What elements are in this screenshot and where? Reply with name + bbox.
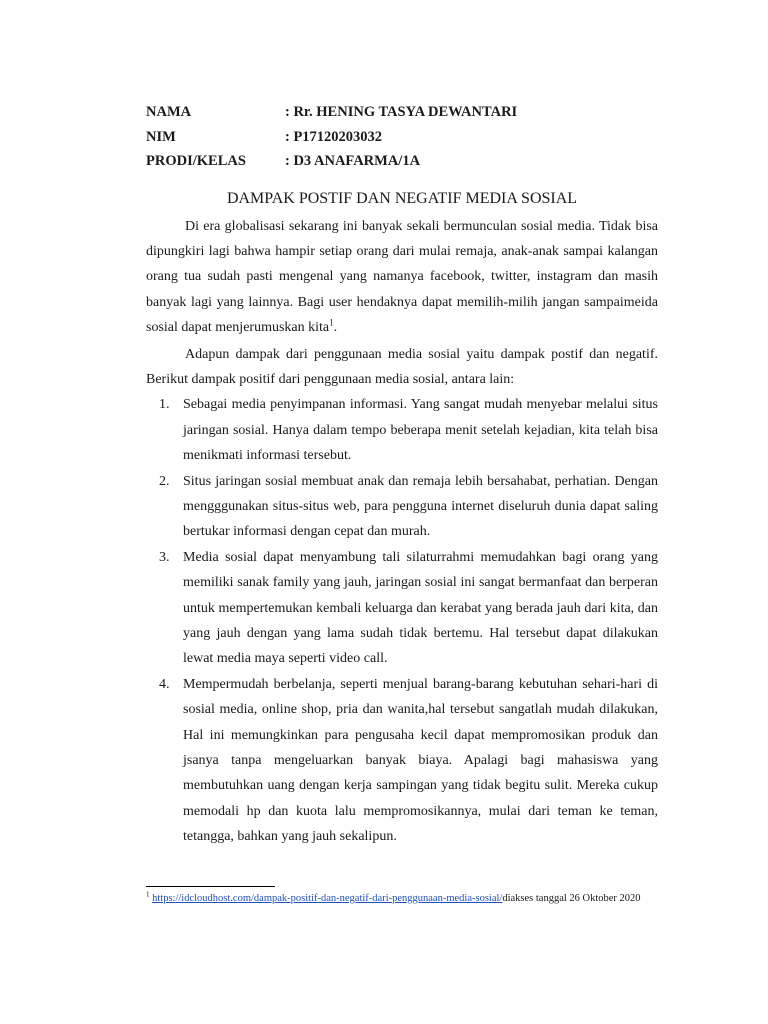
footnote-source-link[interactable]: https://idcloudhost.com/dampak-positif-dan-negatif-dari-penggunaan-media-sosial/ [152,893,503,904]
list-item [146,469,658,545]
paragraph-intro-end: . [333,320,338,336]
list-item-number: 4. [159,676,170,692]
identity-row-nama [146,100,658,125]
footnote-access-date: diakses tanggal 26 Oktober 2020 [502,893,641,904]
identity-row-prodi-kelas [146,149,658,174]
list-item-text: Media sosial dapat menyambung tali silaturrahmi memudahkan bagi orang yang memiliki sanak family yang jauh, jaringan sosial ini sangat bermanfaat dan berperan untuk mempertemukan kembali keluarga dan kerabat yang berada jauh dari kita, dan yang jauh dengan yang lama sudah tidak bertemu. Hal tersebut dapat dilakukan lewat media maya seperti video call. [183,549,658,667]
footnote [146,891,658,906]
identity-row-nim [146,125,658,150]
identity-value: : Rr. HENING TASYA DEWANTARI [285,104,518,120]
paragraph-lead-in: Adapun dampak dari penggunaan media sosial yaitu dampak postif dan negatif. Berikut dampak positif dari penggunaan media sosial, antara lain: [146,346,658,387]
list-item-number: 3. [159,549,170,565]
document-title: DAMPAK POSTIF DAN NEGATIF MEDIA SOSIAL [226,189,578,207]
identity-label: NIM [146,128,176,145]
list-item-text: Sebagai media penyimpanan informasi. Yang sangat mudah menyebar melalui situs jaringan sosial. Hanya dalam tempo beberapa menit setelah kejadian, kita telah bisa menikmati informasi tersebut. [183,397,658,464]
list-item [146,545,658,672]
identity-value: : P17120203032 [285,128,383,145]
list-item-text: Mempermudah berbelanja, seperti menjual barang-barang kebutuhan sehari-hari di sosial media, online shop, pria dan wanita,hal tersebut sangatlah mudah dilakukan, Hal ini memungkinkan para pengusaha kecil dapat mempromosikan produk dan jsanya tanpa mengeluarkan banyak biaya. Apalagi bagi mahasiswa yang membutuhkan uang dengan kerja sampingan yang tidak begitu sulit. Mereka cukup memodali hp dan kuota lalu mempromosikannya, mulai dari teman ke teman, tetangga, bahkan yang jauh sekalipun. [183,676,658,845]
list-item-text: Situs jaringan sosial membuat anak dan remaja lebih bersahabat, perhatian. Dengan mengggunakan situs-situs web, para pengguna internet diseluruh dunia dapat saling bertukar informasi dengan cepat dan murah. [183,473,658,540]
positive-impact-list [146,392,658,849]
footnote-separator [146,886,275,887]
list-item [146,392,658,468]
identity-value: : D3 ANAFARMA/1A [285,153,421,169]
student-identity [146,100,658,174]
paragraph-intro-text: Di era globalisasi sekarang ini banyak sekali bermunculan sosial media. Tidak bisa dipungkiri lagi bahwa hampir setiap orang dari mulai remaja, anak-anak sampai kalangan orang tua sudah pasti mengenal yang namanya facebook, twitter, instagram dan masih banyak lagi yang lainnya. Bagi user hendaknya dapat memilih-milih jangan sampaimeida sosial dapat menjerumuskan kita [146,218,658,336]
identity-label: NAMA [146,104,192,120]
list-item-number: 1. [159,397,170,413]
document-body [146,100,658,850]
list-item-number: 2. [159,473,170,489]
footnote-mark: 1 [146,890,150,899]
list-item [146,672,658,850]
paragraph-intro [146,214,658,341]
footnote-reference[interactable]: 1 [329,317,334,328]
identity-label: PRODI/KELAS [146,153,246,169]
